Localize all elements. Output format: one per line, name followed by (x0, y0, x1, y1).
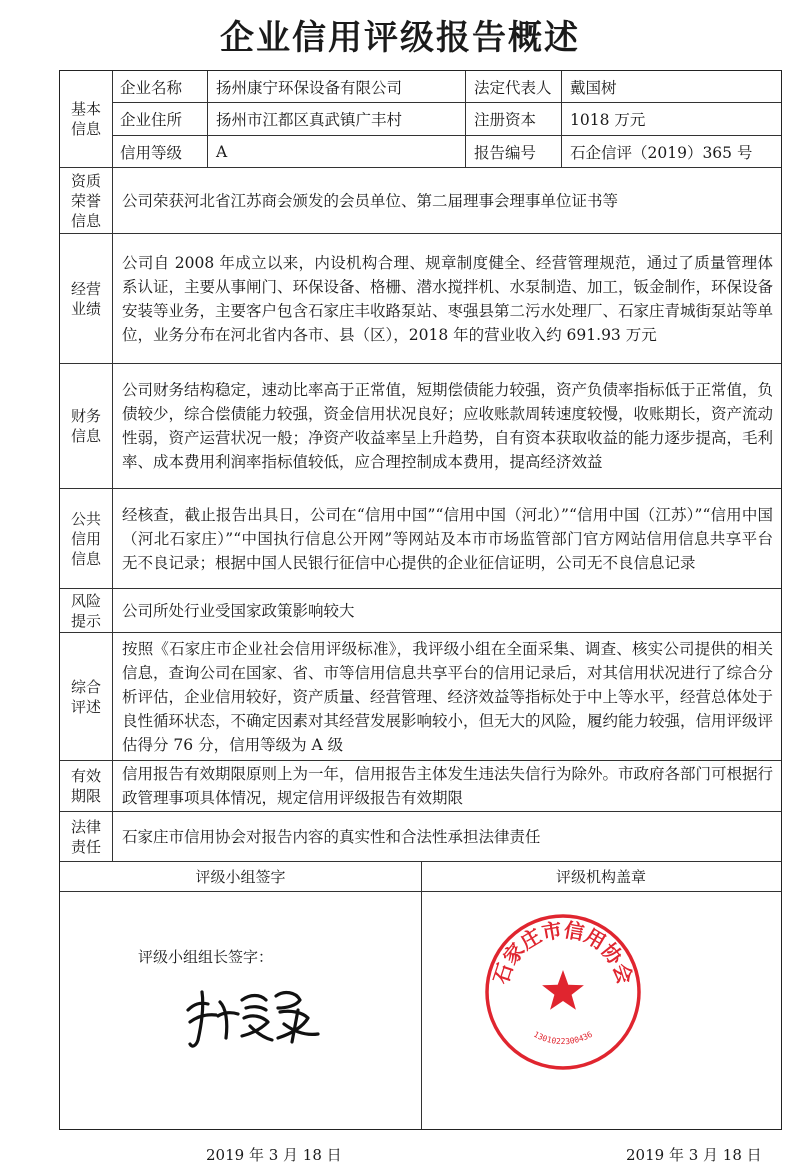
section-label: 有效期限 (60, 761, 113, 811)
summary-text: 按照《石家庄市企业社会信用评级标准》，我评级小组在全面采集、调查、核实公司提供的相关信息，查询公司在国家、省、市等信用信息共享平台的信用记录后，对其信用状况进行了综合分析评估，企业信用较好，资产质量、经营管理、经济效益等指标处于中上等水平，经营总体处于良性循环状态，不确定因素对其经营发展影响较小，但无大的风险，履约能力较强，信用评级评估得分 76 分，信用等级为 A 级 (122, 639, 774, 754)
basic-info-label: 基本信息 (60, 71, 113, 167)
capital-value: 1018 万元 (562, 103, 781, 136)
validity-row (60, 761, 781, 812)
report-no-value: 石企信评（2019）365 号 (570, 143, 753, 162)
report-no-label: 报告编号 (466, 136, 562, 167)
handwritten-signature (180, 982, 330, 1052)
right-signature-header: 评级机构盖章 (421, 862, 781, 892)
public-credit-text: 经核查，截止报告出具日，公司在“信用中国”“信用中国（河北）”“信用中国（江苏）”“信用中国（河北石家庄）”“中国执行信息公开网”等网站及本市市场监管部门官方网站信用信息共享平台无不良记录；根据中国人民银行征信中心提供的企业征信证明，公司无不良信息记录 (122, 505, 773, 572)
legal-text: 石家庄市信用协会对报告内容的真实性和合法性承担法律责任 (122, 827, 541, 846)
leader-signature-box (60, 892, 421, 1164)
grade-value: A (208, 136, 466, 167)
grade-label: 信用等级 (112, 136, 208, 167)
address-value: 扬州市江都区真武镇广丰村 (208, 103, 466, 136)
section-label: 法律责任 (60, 812, 113, 861)
organization-seal (483, 912, 643, 1072)
basic-info-grid (112, 71, 781, 167)
leader-signature-label: 评级小组组长签字： (138, 948, 274, 966)
right-date: 2019 年 3 月 18 日 (626, 1146, 762, 1164)
legal-row (60, 812, 781, 862)
performance-text: 公司自 2008 年成立以来，内设机构合理、规章制度健全、经营管理规范，通过了质量管理体系认证，主要从事闸门、环保设备、格栅、潜水搅拌机、水泵制造、加工，钣金制作，环保设备安装等业务，主要客户包含石家庄丰收路泵站、枣强县第二污水处理厂、石家庄青城街泵站等单位，业务分布在河北省内各市、县（区），2018 年的营业收入约 691.93 万元 (122, 253, 774, 344)
company-name-value: 扬州康宁环保设备有限公司 (208, 71, 466, 103)
section-label: 财务信息 (60, 364, 113, 488)
report-table (59, 70, 782, 1164)
financial-row (60, 364, 781, 489)
address-label: 企业住所 (112, 103, 208, 136)
capital-label: 注册资本 (466, 103, 562, 136)
page-title: 企业信用评级报告概述 (220, 18, 580, 58)
seal-box (421, 892, 781, 1164)
svg-text:1301022300436: 1301022300436 (532, 1029, 594, 1047)
risk-text: 公司所处行业受国家政策影响较大 (122, 601, 355, 620)
basic-info-row (60, 71, 781, 168)
summary-row (60, 633, 781, 761)
honors-row (60, 168, 781, 234)
public-credit-row (60, 489, 781, 589)
legal-rep-value: 戴国树 (562, 71, 781, 103)
financial-text: 公司财务结构稳定，速动比率高于正常值，短期偿债能力较强，资产负债率指标低于正常值，负债较少，综合偿债能力较强，资金信用状况良好；应收账款周转速度较慢，收账期长，资产流动性弱，资产运营状况一般；净资产收益率呈上升趋势，自有资本获取收益的能力逐步提高，毛利率、成本费用利润率指标值较低，应合理控制成本费用，提高经济效益 (122, 381, 774, 471)
section-label: 资质荣誉信息 (60, 168, 113, 233)
section-label: 综合评述 (60, 633, 113, 760)
section-label: 经营业绩 (60, 234, 113, 363)
svg-text:石家庄市信用协会: 石家庄市信用协会 (488, 917, 638, 987)
risk-row (60, 589, 781, 633)
legal-rep-label: 法定代表人 (466, 71, 562, 103)
validity-text: 信用报告有效期限原则上为一年，信用报告主体发生违法失信行为除外。市政府各部门可根据行政管理事项具体情况，规定信用评级报告有效期限 (122, 765, 774, 807)
performance-row (60, 234, 781, 364)
company-name-label: 企业名称 (112, 71, 208, 103)
honors-text: 公司荣获河北省江苏商会颁发的会员单位、第二届理事会理事单位证书等 (122, 191, 619, 210)
signature-area (60, 862, 781, 1164)
left-signature-header: 评级小组签字 (60, 862, 421, 892)
left-date: 2019 年 3 月 18 日 (206, 1146, 342, 1164)
section-label: 风险提示 (60, 589, 113, 632)
section-label: 公共信用信息 (60, 489, 113, 588)
